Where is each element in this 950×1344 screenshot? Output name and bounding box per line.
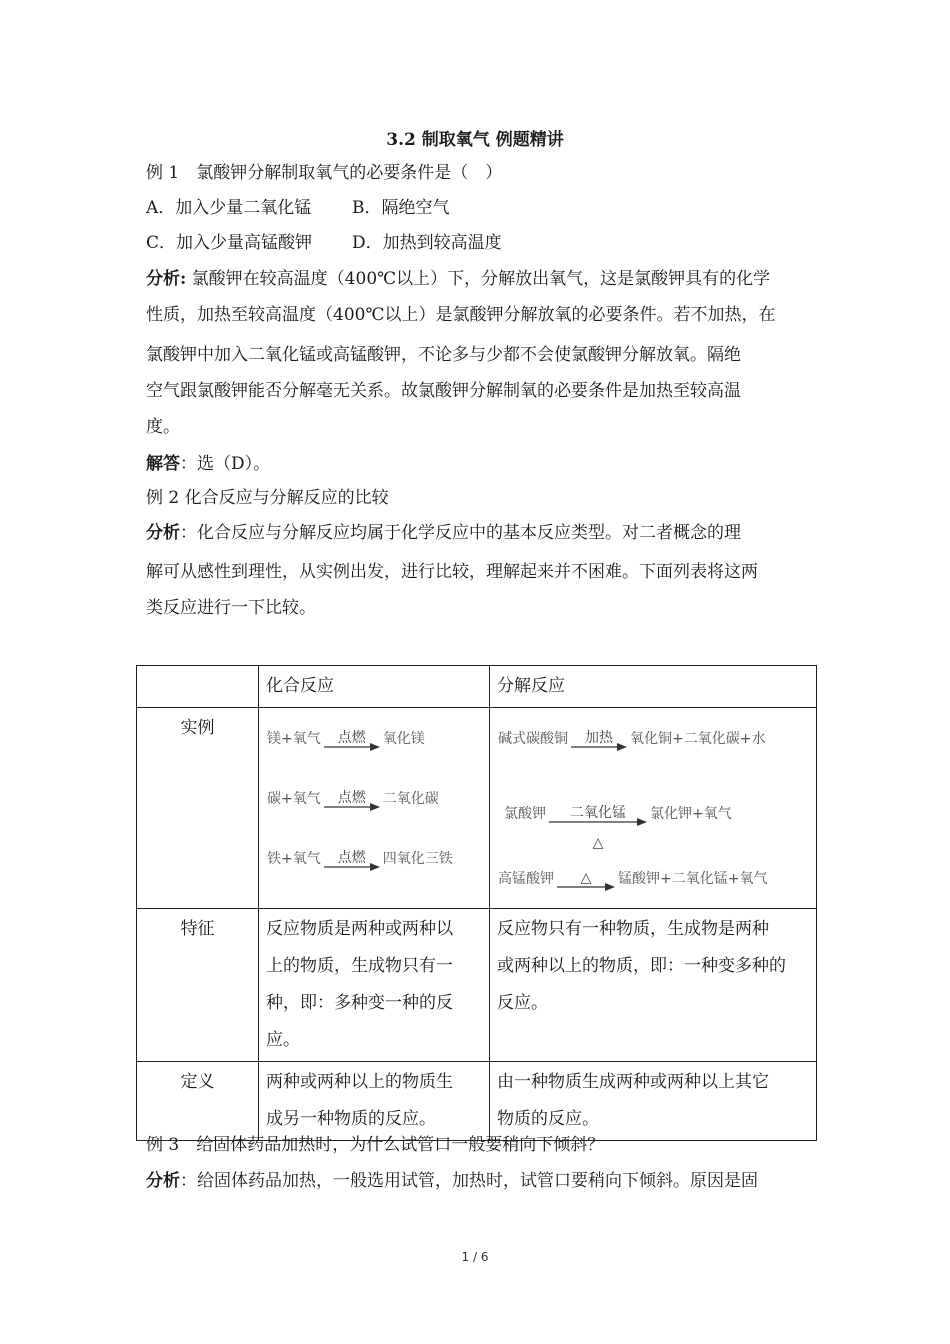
example1-analysis-line-1	[146, 267, 812, 291]
analysis-label: 分析	[146, 1171, 180, 1191]
decomposition-definition	[490, 1062, 817, 1141]
table-header-row	[137, 666, 817, 708]
reactants: 镁+氧气	[267, 731, 321, 747]
row-label-definition: 定义	[137, 1062, 259, 1141]
comparison-table	[136, 665, 817, 1141]
text-line: 上的物质，生成物只有一	[266, 956, 453, 976]
equation-iron	[267, 838, 453, 878]
table-row-examples	[137, 708, 817, 909]
arrow-icon	[571, 742, 627, 752]
equation-basic-copper-carbonate	[498, 718, 765, 758]
example1-answer	[146, 452, 812, 476]
text-line: 物质的反应。	[497, 1109, 599, 1129]
arrow-condition: 点燃	[337, 790, 366, 806]
products: 氧化镁	[382, 731, 425, 747]
option-a: A．加入少量二氧化锰	[146, 198, 312, 218]
example1-question: 例 1 氯酸钾分解制取氧气的必要条件是（ ）	[146, 163, 503, 183]
example2-analysis-line-2: 解可从感性到理性，从实例出发，进行比较，理解起来并不困难。下面列表将这两	[146, 562, 758, 582]
reaction-arrow	[324, 850, 380, 878]
reactants: 铁+氧气	[267, 851, 321, 867]
products: 氯化钾+氧气	[650, 806, 732, 822]
example1-analysis-line-2: 性质，加热至较高温度（400℃以上）是氯酸钾分解放氧的必要条件。若不加热，在	[146, 305, 776, 325]
example1-options-cd	[146, 231, 812, 255]
option-d: D．加热到较高温度	[352, 233, 502, 253]
text-line: 应。	[266, 1030, 300, 1050]
arrow-condition: △	[580, 870, 592, 886]
reactants: 碱式碳酸铜	[498, 731, 568, 747]
analysis-text: ：给固体药品加热，一般选用试管，加热时，试管口要稍向下倾斜。原因是固	[180, 1171, 758, 1191]
example3-question: 例 3 给固体药品加热时，为什么试管口一般要稍向下倾斜？	[146, 1135, 605, 1155]
reactants: 碳+氧气	[267, 791, 321, 807]
table-row-definition	[137, 1062, 817, 1141]
example2-heading: 例 2 化合反应与分解反应的比较	[146, 488, 389, 508]
example3-analysis	[146, 1169, 812, 1193]
reaction-arrow	[571, 730, 627, 758]
text-line: 种，即：多种变一种的反	[266, 993, 453, 1013]
table-row-features	[137, 909, 817, 1062]
products: 锰酸钾+二氧化锰+氧气	[618, 871, 768, 887]
reactants: 氯酸钾	[504, 806, 546, 822]
header-decomposition: 分解反应	[490, 666, 817, 708]
analysis-text: ：化合反应与分解反应均属于化学反应中的基本反应类型。对二者概念的理	[180, 523, 741, 543]
example2-analysis-line-3: 类反应进行一下比较。	[146, 598, 316, 618]
text-line: 或两种以上的物质，即：一种变多种的	[497, 956, 786, 976]
equation-potassium-chlorate	[504, 793, 732, 851]
option-b: B．隔绝空气	[352, 198, 450, 218]
arrow-condition: 二氧化锰	[570, 805, 626, 821]
combination-examples-cell	[259, 708, 490, 909]
reaction-arrow	[324, 790, 380, 818]
page-number: 1 / 6	[461, 1250, 489, 1264]
example1-analysis-line-4: 空气跟氯酸钾能否分解毫无关系。故氯酸钾分解制氧的必要条件是加热至较高温	[146, 381, 741, 401]
example2-analysis-line-1	[146, 521, 812, 545]
text-line: 成另一种物质的反应。	[266, 1109, 436, 1129]
answer-label: 解答	[146, 454, 180, 474]
text-line: 反应物质是两种或两种以	[266, 919, 453, 939]
analysis-label: 分析	[146, 523, 180, 543]
header-empty	[137, 666, 259, 708]
arrow-icon	[324, 742, 380, 752]
heat-symbol: △	[592, 835, 604, 851]
products: 二氧化碳	[382, 791, 439, 807]
equation-carbon	[267, 778, 439, 818]
arrow-icon	[324, 862, 380, 872]
row-label-features: 特征	[137, 909, 259, 1062]
reaction-arrow	[549, 805, 647, 851]
arrow-condition: 加热	[585, 730, 613, 746]
text-line: 反应。	[497, 993, 548, 1013]
reaction-arrow	[557, 870, 615, 898]
combination-features	[259, 909, 490, 1062]
example1-analysis-line-5: 度。	[146, 417, 180, 437]
products: 氧化铜+二氧化碳+水	[630, 731, 766, 747]
combination-definition	[259, 1062, 490, 1141]
analysis-text: 氯酸钾在较高温度（400℃以上）下，分解放出氧气，这是氯酸钾具有的化学	[186, 269, 771, 289]
example1-analysis-line-3: 氯酸钾中加入二氧化锰或高锰酸钾，不论多与少都不会使氯酸钾分解放氧。隔绝	[146, 345, 741, 365]
equation-potassium-permanganate	[498, 858, 767, 898]
arrow-icon	[557, 882, 615, 892]
text-line: 两种或两种以上的物质生	[266, 1072, 453, 1092]
analysis-label: 分析:	[146, 269, 187, 289]
products: 四氧化三铁	[382, 851, 453, 867]
reactants: 高锰酸钾	[498, 871, 554, 887]
row-label-examples: 实例	[137, 708, 259, 909]
decomposition-examples-cell	[490, 708, 817, 909]
decomposition-features	[490, 909, 817, 1062]
answer-text: ：选（D）。	[180, 454, 271, 474]
arrow-condition: 点燃	[337, 730, 366, 746]
equation-magnesium	[267, 718, 425, 758]
arrow-condition: 点燃	[337, 850, 366, 866]
page-title: 3.2 制取氧气 例题精讲	[386, 130, 564, 150]
text-line: 由一种物质生成两种或两种以上其它	[497, 1072, 769, 1092]
arrow-icon	[324, 802, 380, 812]
header-combination: 化合反应	[259, 666, 490, 708]
reaction-arrow	[324, 730, 380, 758]
text-line: 反应物只有一种物质，生成物是两种	[497, 919, 769, 939]
example1-options-ab	[146, 196, 812, 220]
option-c: C．加入少量高锰酸钾	[146, 233, 313, 253]
